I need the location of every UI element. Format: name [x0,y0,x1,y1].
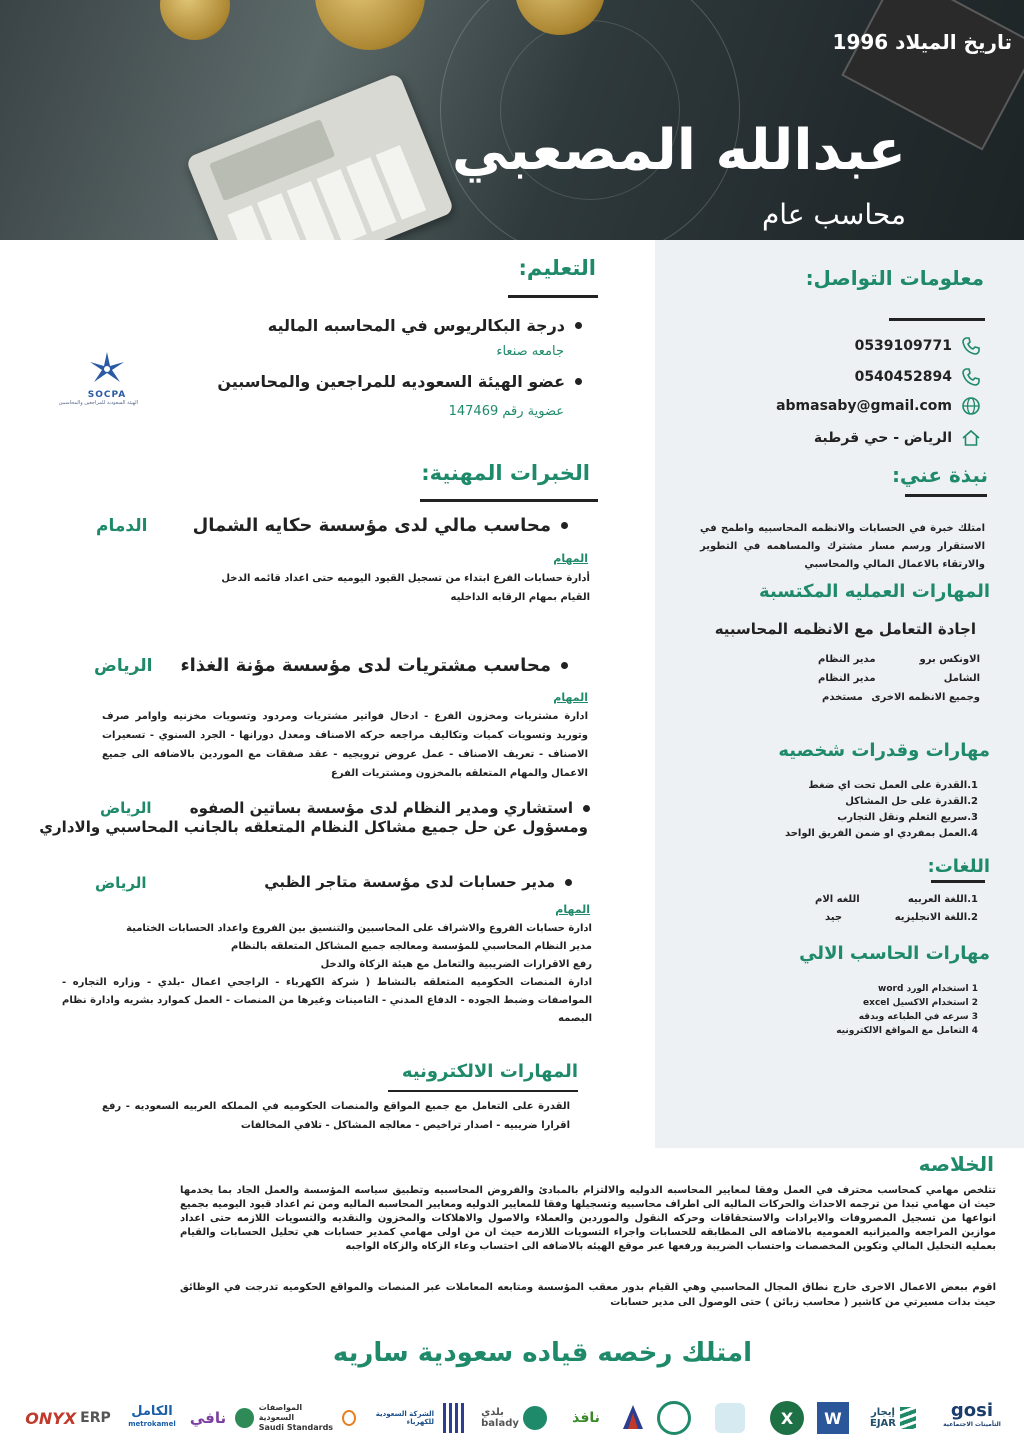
computer-list [836,982,978,1038]
heading-underline [889,318,985,321]
absher-emblem [443,1403,465,1433]
balady-ar-text: بلدي [481,1407,504,1418]
address-text: الرياض - حي قرطبة [813,430,952,446]
education-heading: التعليم: [518,256,596,280]
language-row [815,912,978,930]
tasks-label: المهام [553,691,588,704]
onyx-logo [20,1397,116,1439]
contact-heading: معلومات التواصل: [805,266,984,290]
job-title-text: مدير حسابات لدى مؤسسة متاجر الظبي [264,873,555,891]
job-tasks: أدارة حسابات الفرع ابتداء من تسجيل القيود اليوميه حتى اعداد قائمه الدخل القيام بمهام الرقابه الداخليه [221,573,590,603]
systems-table [800,654,980,711]
job-tasks: ادارة مشتريات ومخزون الفرع - ادخال فواتير مشتريات ومردود وتسويات مخزنيه واوامر صرف وتوريد وتسويات كميات وتكاليف مراجعه حركه الاصناف ومعدل دورانها - الجرد السنوي - تسعيرات الاصناف - تعريف الاصناف - عمل عروض ترويجيه - عقد صفقات مع الموردين بالاضافه الى جميع الاعمال والمهام المتعلقه بالمخزون ومشتريات الفرع [102,711,588,779]
absher-logo [441,1397,467,1439]
job-title-text: استشاري ومدير النظام لدى مؤسسة بساتين الصفوه [189,799,573,817]
business-center-logo [618,1397,648,1439]
about-text: امتلك خبرة في الحسابات والانظمه المحاسبيه واطمح في الاستقرار ورسم مسار مشترك والمساهمه في التطوير والارتقاء بالاعمال المالي والمحاسبي [700,523,985,570]
heading-underline [931,880,985,883]
practical-heading: المهارات العمليه المكتسبة [759,581,990,602]
zatca-logo [700,1397,760,1439]
phone-2-text: 0540452894 [854,369,952,385]
job-city: الدمام [96,516,148,536]
bullet-dot [561,662,568,669]
coin-image [315,0,425,50]
email[interactable] [776,395,982,417]
coin-image [160,0,230,40]
nafith-logo: نافذ [572,1410,600,1426]
email-text: abmasaby@gmail.com [776,398,952,414]
job-city: الرياض [100,799,152,817]
gosi-text: gosi [950,1400,994,1421]
language-name: 1.اللغة العربيه [907,894,978,905]
system-name: وجميع الانظمه الاخرى [871,692,980,703]
electricity-logo [342,1397,434,1439]
personal-item: 4.العمل بمفردي او ضمن الفريق الواحد [784,828,978,839]
experience-heading: الخبرات المهنية: [421,461,590,485]
system-level: مستخدم [822,692,863,703]
word-logo [814,1397,852,1439]
tasks-label: المهام [553,552,588,565]
summary-paragraph: تتلخص مهامي كمحاسب محترف في العمل وفقا لمعايير المحاسبه الدوليه والالتزام بالمبادئ والفروض المحاسبيه وتطبيق سياسه المؤسسة والعمل الجاد بما يخدمها حيث ان مهامي تبدا من ترجمه الاحداث والحركات الماليه الى اطراف محاسبيه وتسجيلها وفقا للمعايير الدوليه ومعايير المحاسبه الماليه ومن ثم اعداد قيود اليوميه بجميع انواعها من تسجيل المصروفات والايرادات والاستحقاقات وحركه النقول والموردين والعملاء والاصول والاهلاكات والمخزون والنقديه والتسويات اللازمه حتى اعداد موازين المراجعه والميزانيه العموميه بالاضافه الى المطابقه للحسابات واجراء التسويات اللازمه حيث ان من اولى مهامي كمدير حسابات هي تحليل الحسابات والقيام بعمليه التحليل المالي وتكوين المخصصات واحتساب الضريبة ورفعها عبر موقع الهيئه بالاضافه الى احتساب وعاء الزكاه والزكاه الواجبه [180,1185,996,1252]
bullet-dot [575,322,582,329]
job-title-text: محاسب مشتريات لدى مؤسسة مؤنة الغذاء [180,655,551,676]
language-level: اللغه الام [815,894,860,905]
computer-item: 3 سرعه في الطباعه وبدقه [858,1012,978,1022]
license-statement: امتلك رخصه قياده سعودية ساريه [332,1338,752,1368]
address [814,427,982,449]
birth-date: تاريخ الميلاد 1996 [832,30,1012,54]
job-city: الرياض [95,874,147,892]
bullet-dot [583,805,590,812]
personal-item: 3.سريع التعلم ونقل التجارب [837,812,978,823]
language-level: جيد [825,912,843,923]
job-title [264,873,572,891]
systems-row [800,654,980,673]
bullet-dot [565,879,572,886]
phone-2[interactable] [855,366,982,388]
alkamel-logo [123,1397,181,1439]
person-name: عبدالله المصعبي [451,118,906,183]
standards-en-text: Saudi Standards [258,1423,334,1432]
languages-heading: اللغات: [927,856,990,877]
about-heading: نبذة عني: [891,463,988,487]
personal-list [785,778,978,842]
bullet-dot [575,378,582,385]
shield-logo [655,1397,693,1439]
shield-emblem [657,1401,691,1435]
personal-item: 1.القدرة على العمل تحت اي ضغط [808,780,978,791]
socpa-caption: الهيئة السعودية للمراجعين والمحاسبين [58,400,138,406]
standards-emblem [235,1408,254,1428]
onyx-text: ONYX [25,1408,77,1428]
bullet-dot [561,522,568,529]
erp-text: ERP [80,1410,111,1426]
standards-ar-text: المواصفات السعودية [258,1403,303,1422]
language-row [815,894,978,912]
home-icon [960,427,982,449]
summary-heading: الخلاصه [918,1152,994,1176]
job-title [180,655,568,676]
heading-underline [388,1090,578,1092]
nafi-logo: نافي [189,1409,227,1427]
job-description: ومسؤول عن حل جميع مشاكل النظام المتعلقه بالجانب المحاسبي والاداري [39,818,588,836]
electricity-emblem [342,1410,356,1426]
systems-row [800,692,980,711]
degree-text: عضو الهيئة السعوديه للمراجعين والمحاسبين [217,372,565,391]
education-detail: عضوية رقم 147469 [448,404,564,419]
electricity-text: الشركة السعودية للكهرباء [375,1410,434,1426]
balady-emblem [523,1406,547,1430]
language-name: 2.اللغة الانجليزيه [894,912,978,923]
computer-item: 4 التعامل مع المواقع الالكترونيه [836,1026,978,1036]
job-tasks: ادارة حسابات الفروع والاشراف على المحاسبين والتنسيق بين الفروع واعداد الحسابات الختامية مدير النظام المحاسبي للمؤسسة ومعالجه جميع المشاكل المتعلقه بالنظام رفع الاقرارات الضريبية والتعامل مع هيئة الزكاة والدخل ادارة المنصات الحكوميه المتعلقه بالنشاط ( شركة الكهرباء - الراجحي اعمال -بلدي - وزاره التجاره - المواصفات وضبط الجوده - الدفاع المدني - التامينات وغيرها من المنصات - العمل كموارد بشريه وادارة نظام البصمه [62,923,592,1024]
heading-underline [508,295,598,298]
logos-row [20,1392,1010,1444]
heading-underline [420,499,598,502]
personal-heading: مهارات وقدرات شخصيه [778,740,990,761]
eskills-text: القدرة على التعامل مع جميع المواقع والمنصات الحكوميه في المملكه العربيه السعوديه - رفع اقرارا ضريبيه - اصدار تراخيص - معالجه المشاكل - تلافي المخالفات [102,1101,570,1131]
languages-table [815,894,978,930]
balady-logo [474,1397,554,1439]
computer-heading: مهارات الحاسب الالي [799,943,990,964]
calculator-image [185,72,454,240]
systems-row [800,673,980,692]
heading-underline [905,494,987,497]
personal-item: 2.القدرة على حل المشاكل [845,796,978,807]
metrokamel-text: metrokamel [128,1420,176,1428]
summary-paragraph: اقوم ببعض الاعمال الاخرى خارج نطاق المجال المحاسبي وهي القيام بدور معقب المؤسسة ومتابعه المعاملات عبر المنصات والمواقع الحكوميه تدرجت في الوظائق حيث بدات مسيرتي من كاشير ( محاسب زبائن ) حتى الوصول الى مدير حسابات [180,1282,996,1308]
system-name: الشامل [943,673,980,684]
gosi-ar-text: التأمينات الاجتماعية [943,1421,1001,1428]
phone-icon [960,366,982,388]
computer-item: 2 استخدام الاكسيل excel [863,998,978,1008]
practical-subheading: اجادة التعامل مع الانظمه المحاسبيه [714,620,976,638]
job-title [190,799,590,817]
phone-icon [960,335,982,357]
job-city: الرياض [94,656,153,676]
excel-icon: X [770,1401,804,1435]
job-title-text: محاسب مالي لدى مؤسسة حكايه الشمال [192,515,551,536]
ejar-ar-text: إيجار [871,1407,895,1418]
header-banner [0,0,1024,240]
system-level: مدير النظام [818,673,876,684]
education-detail: جامعه صنعاء [496,344,564,359]
education-item [217,372,582,391]
zatca-emblem [715,1403,745,1433]
education-item [268,316,582,335]
phone-1-text: 0539109771 [854,338,952,354]
globe-icon [960,395,982,417]
alkamel-text: الكامل [131,1404,173,1419]
socpa-logo [58,352,138,410]
excel-logo [767,1397,807,1439]
tasks-label: المهام [555,903,590,916]
system-level: مدير النظام [818,654,876,665]
eskills-heading: المهارات الالكترونيه [401,1061,578,1082]
computer-item: 1 استخدام الورد word [878,984,978,994]
balady-en-text: balady [481,1418,519,1429]
phone-1[interactable] [855,335,982,357]
standards-logo [235,1397,335,1439]
ejar-emblem [900,1407,916,1429]
job-title [193,515,568,536]
ejar-en-text: EJAR [870,1418,896,1429]
gosi-logo [934,1397,1010,1439]
system-name: الاونكس برو [919,654,980,665]
ejar-logo [859,1397,927,1439]
job-title: محاسب عام [761,198,906,231]
word-icon: W [817,1402,849,1434]
degree-text: درجة البكالريوس في المحاسبه الماليه [267,316,565,335]
socpa-acronym: SOCPA [87,390,127,400]
